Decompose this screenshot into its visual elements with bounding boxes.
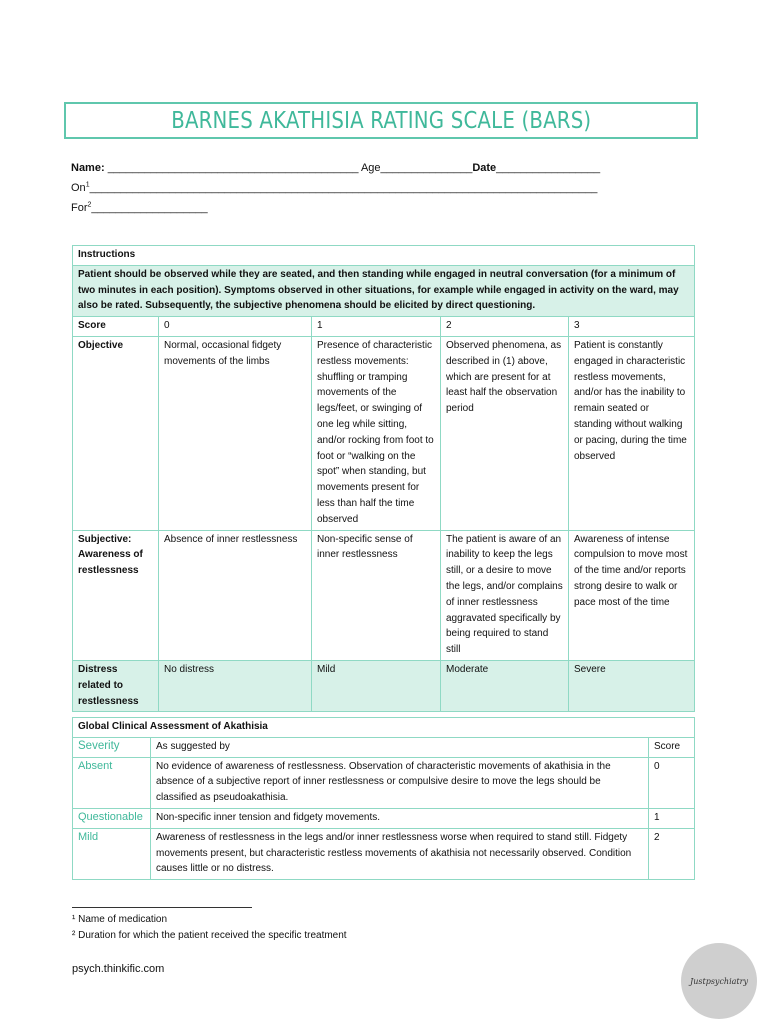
footnote-1: ¹ Name of medication [72, 914, 168, 925]
subjective-cell-1: Non-specific sense of inner restlessness [312, 530, 441, 660]
global-row-questionable [73, 808, 695, 828]
score-2: 2 [441, 317, 569, 337]
objective-row [73, 336, 695, 530]
description-questionable: Non-specific inner tension and fidgety movements. [151, 808, 649, 828]
row-label-distress: Distress related to restlessness [73, 660, 159, 711]
subjective-cell-0: Absence of inner restlessness [159, 530, 312, 660]
score-3: 3 [569, 317, 695, 337]
score-absent: 0 [649, 757, 695, 808]
date-field[interactable]: _________________ [496, 162, 601, 174]
description-absent: No evidence of awareness of restlessness. Observation of characteristic movements of akathisia in the absence of a subjective report of inner restlessness or compulsive desire to move the legs should be classified as pseudoakathisia. [151, 757, 649, 808]
brand-seal [681, 943, 757, 1019]
global-heading-row [73, 718, 695, 738]
score-label: Score [73, 317, 159, 337]
on-field[interactable]: ___________________________________________________________________________________ [89, 182, 598, 194]
subjective-row [73, 530, 695, 660]
rating-table [72, 245, 695, 712]
instructions-text-row [73, 265, 695, 316]
objective-cell-0: Normal, occasional fidgety movements of the limbs [159, 336, 312, 530]
row-label-subjective: Subjective: Awareness of restlessness [73, 530, 159, 660]
global-assessment-table [72, 717, 695, 880]
score-mild: 2 [649, 828, 695, 879]
name-age-date-row [71, 158, 631, 178]
severity-mild: Mild [73, 828, 151, 879]
age-field[interactable]: _______________ [380, 162, 473, 174]
severity-header: Severity [73, 737, 151, 757]
on-label: On [71, 182, 86, 194]
for-row [71, 198, 631, 218]
score-0: 0 [159, 317, 312, 337]
title-box [64, 102, 698, 139]
instructions-heading-row [73, 246, 695, 266]
footnote-2: ² Duration for which the patient received the specific treatment [72, 930, 347, 941]
distress-cell-0: No distress [159, 660, 312, 711]
score-questionable: 1 [649, 808, 695, 828]
subjective-cell-3: Awareness of intense compulsion to move most of the time and/or reports strong desire to walk or pace most of the time [569, 530, 695, 660]
global-score-header: Score [649, 737, 695, 757]
as-suggested-header: As suggested by [151, 737, 649, 757]
name-label: Name: [71, 162, 105, 174]
on-row [71, 178, 631, 198]
objective-cell-3: Patient is constantly engaged in characteristic restless movements, and/or has the inability to remain seated or standing without walking or pacing, during the time observed [569, 336, 695, 530]
on-footnote-ref: 1 [85, 181, 90, 189]
score-1: 1 [312, 317, 441, 337]
website-link[interactable]: psych.thinkific.com [72, 963, 165, 975]
distress-cell-1: Mild [312, 660, 441, 711]
instructions-heading: Instructions [73, 246, 695, 266]
score-header-row [73, 317, 695, 337]
global-column-header-row [73, 737, 695, 757]
page-title: BARNES AKATHISIA RATING SCALE (BARS) [170, 107, 592, 134]
global-row-mild [73, 828, 695, 879]
seal-signature: Justpsychiatry [690, 976, 748, 986]
for-footnote-ref: 2 [87, 201, 92, 209]
global-row-absent [73, 757, 695, 808]
global-heading: Global Clinical Assessment of Akathisia [73, 718, 695, 738]
severity-questionable: Questionable [73, 808, 151, 828]
severity-absent: Absent [73, 757, 151, 808]
for-label: For [71, 202, 88, 214]
objective-cell-1: Presence of characteristic restless movements: shuffling or tramping movements of the legs/feet, or swinging of one leg while sitting, and/or rocking from foot to foot or “walking on the spot” when standing, but movements present for less than half the time observed [312, 336, 441, 530]
distress-cell-3: Severe [569, 660, 695, 711]
for-field[interactable]: ___________________ [91, 202, 208, 214]
subjective-cell-2: The patient is aware of an inability to keep the legs still, or a desire to move the legs, and/or complains of inner restlessness aggravated specifically by being required to stand still [441, 530, 569, 660]
age-label: Age [360, 162, 381, 174]
distress-row [73, 660, 695, 711]
date-label: Date [472, 162, 497, 174]
footnote-divider [72, 907, 252, 908]
instructions-text: Patient should be observed while they are seated, and then standing while engaged in neutral conversation (for a minimum of two minutes in each position). Symptoms observed in other situations, for example while engaged in activity on the ward, may also be rated. Subsequently, the subjective phenomena should be elicited by direct questioning. [73, 265, 695, 316]
name-field[interactable]: _________________________________________ [107, 162, 359, 174]
row-label-objective: Objective [73, 336, 159, 530]
objective-cell-2: Observed phenomena, as described in (1) above, which are present for at least half the observation period [441, 336, 569, 530]
distress-cell-2: Moderate [441, 660, 569, 711]
patient-fields [71, 158, 631, 218]
description-mild: Awareness of restlessness in the legs and/or inner restlessness worse when required to stand still. Fidgety movements present, but characteristic restless movements of akathisia not necessarily observed. Condition causes little or no distress. [151, 828, 649, 879]
